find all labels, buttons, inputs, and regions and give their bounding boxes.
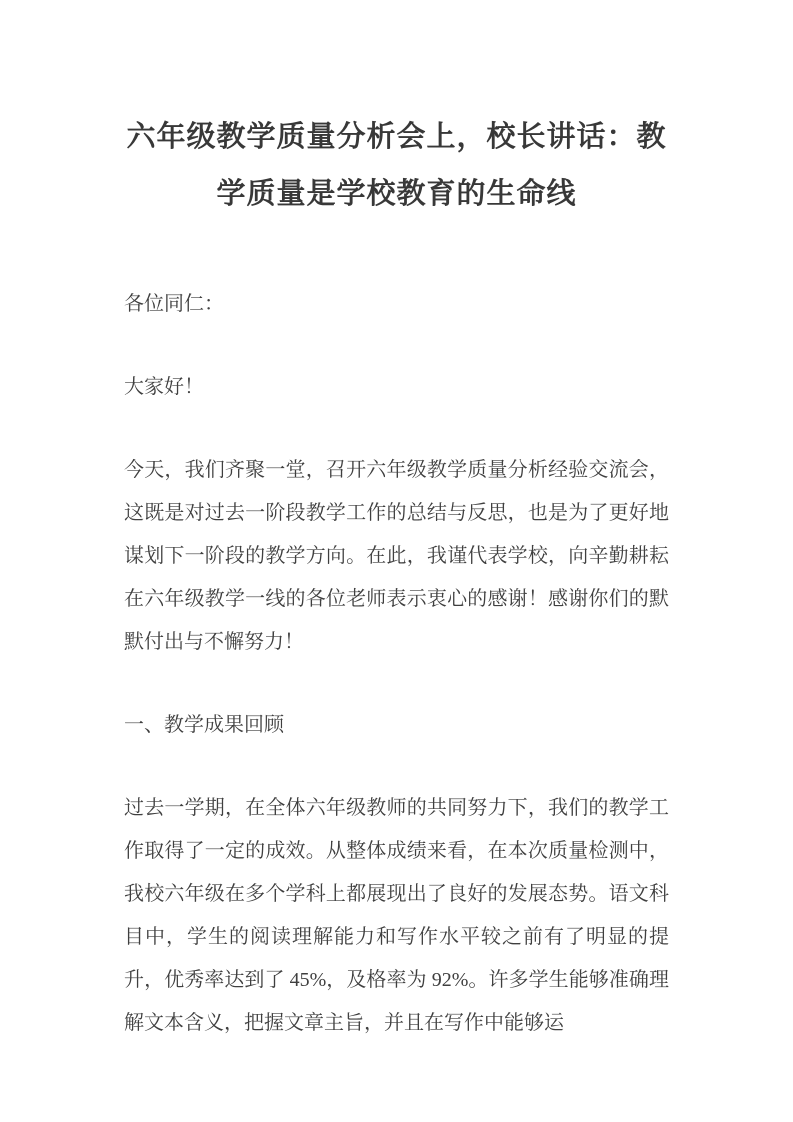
section-1-heading: 一、教学成果回顾 [124,714,284,736]
greeting-line: 大家好！ [124,376,204,398]
opening-paragraph: 今天，我们齐聚一堂，召开六年级教学质量分析经验交流会，这既是对过去一阶段教学工作的总结与反思，也是为了更好地谋划下一阶段的教学方向。在此，我谨代表学校，向辛勤耕耘在六年级教学一线的各位老师表示衷心的感谢！感谢你们的默默付出与不懈努力！ [124,459,669,653]
salutation-line: 各位同仁： [124,293,224,315]
document-title: 六年级教学质量分析会上，校长讲话：教学质量是学校教育的生命线 [126,121,667,210]
section-1-paragraph: 过去一学期，在全体六年级教师的共同努力下，我们的教学工作取得了一定的成效。从整体成绩来看，在本次质量检测中，我校六年级在多个学科上都展现出了良好的发展态势。语文科目中，学生的阅读理解能力和写作水平较之前有了明显的提升，优秀率达到了 45%，及格率为 92%。许多学生能够准确理解文本含义，把握文章主旨，并且在写作中能够运 [124,797,669,1034]
